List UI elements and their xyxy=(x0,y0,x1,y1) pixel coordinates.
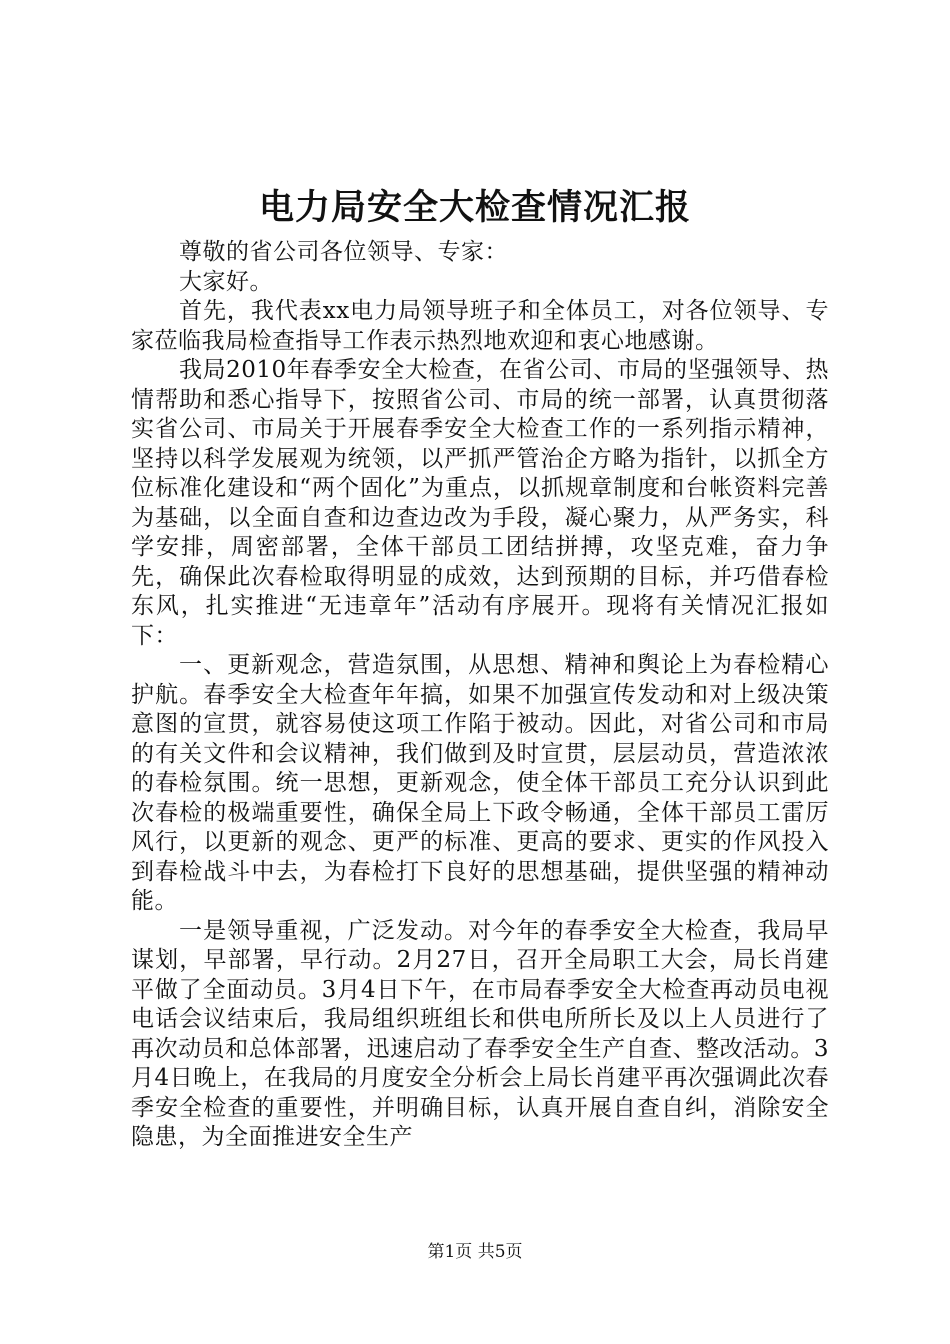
paragraph-section-one: 一、更新观念，营造氛围，从思想、精神和舆论上为春检精心护航。春季安全大检查年年搞，如果不加强宣传发动和对上级决策意图的宣贯，就容易使这项工作陷于被动。因此，对省公司和市局的有关文件和会议精神，我们做到及时宣贯，层层动员，营造浓浓的春检氛围。统一思想，更新观念，使全体干部员工充分认识到此次春检的极端重要性，确保全局上下政令畅通，全体干部员工雷厉风行，以更新的观念、更严的标准、更高的要求、更实的作风投入到春检战斗中去，为春检打下良好的思想基础，提供坚强的精神动能。 xyxy=(131,652,829,914)
paragraph-welcome: 首先，我代表xx电力局领导班子和全体员工，对各位领导、专家莅临我局检查指导工作表示热烈地欢迎和衷心地感谢。 xyxy=(131,298,829,354)
page-number-footer: 第1页 共5页 xyxy=(427,1242,523,1262)
document-title: 电力局安全大检查情况汇报 xyxy=(258,187,691,228)
document-body xyxy=(131,238,829,1153)
paragraph-greeting: 大家好。 xyxy=(179,268,273,295)
paragraph-leadership: 一是领导重视，广泛发动。对今年的春季安全大检查，我局早谋划，早部署，早行动。2月27日，召开全局职工大会，局长肖建平做了全面动员。3月4日下午，在市局春季安全大检查再动员电视电话会议结束后，我局组织班组长和供电所所长及以上人员进行了再次动员和总体部署，迅速启动了春季安全生产自查、整改活动。3月4日晚上，在我局的月度安全分析会上局长肖建平再次强调此次春季安全检查的重要性，并明确目标，认真开展自查自纠，消除安全隐患，为全面推进安全生产 xyxy=(131,917,829,1150)
paragraph-salutation: 尊敬的省公司各位领导、专家： xyxy=(179,239,508,265)
paragraph-overview: 我局2010年春季安全大检查，在省公司、市局的坚强领导、热情帮助和悉心指导下，按照省公司、市局的统一部署，认真贯彻落实省公司、市局关于开展春季安全大检查工作的一系列指示精神，坚持以科学发展观为统领，以严抓严管治企方略为指针，以抓全方位标准化建设和“两个固化”为重点，以抓规章制度和台帐资料完善为基础，以全面自查和边查边改为手段，凝心聚力，从严务实，科学安排，周密部署，全体干部员工团结拼搏，攻坚克难，奋力争先，确保此次春检取得明显的成效，达到预期的目标，并巧借春检东风，扎实推进“无违章年”活动有序展开。现将有关情况汇报如下： xyxy=(131,357,829,649)
